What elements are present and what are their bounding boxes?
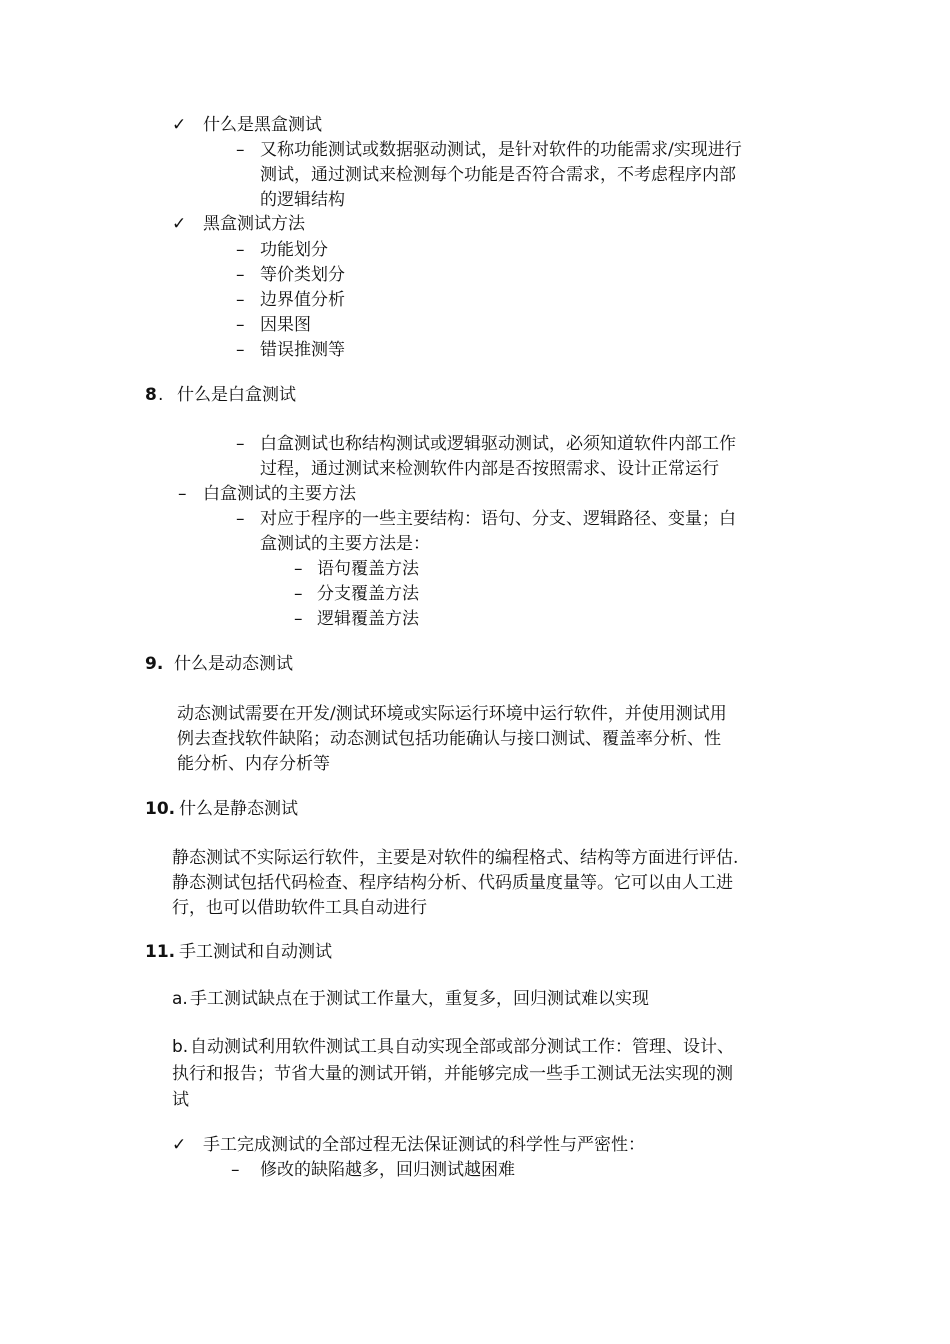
- black-box-method-item: 功能划分: [260, 240, 328, 260]
- static-test-body-line: 静态测试不实际运行软件，主要是对软件的编程格式、结构等方面进行评估.: [172, 848, 739, 868]
- static-test-body-line: 静态测试包括代码检查、程序结构分析、代码质量度量等。它可以由人工进: [172, 873, 733, 893]
- check-mark-icon: ✓: [172, 115, 187, 135]
- white-box-desc-line: 过程，通过测试来检测软件内部是否按照需求、设计正常运行: [260, 459, 719, 479]
- section-11-title: 手工测试和自动测试: [179, 942, 332, 962]
- dash-bullet-icon: –: [294, 584, 303, 604]
- black-box-method-item: 因果图: [260, 315, 311, 335]
- dynamic-test-body-line: 能分析、内存分析等: [177, 754, 330, 774]
- check-mark-icon: ✓: [172, 1135, 187, 1155]
- check-mark-icon: ✓: [172, 214, 187, 234]
- dash-bullet-icon: –: [236, 290, 245, 310]
- dash-bullet-icon: –: [236, 315, 245, 335]
- item-b-text-line: 自动测试利用软件测试工具自动实现全部或部分测试工作：管理、设计、: [190, 1037, 734, 1057]
- white-box-method-item: 分支覆盖方法: [317, 584, 419, 604]
- white-box-methods-title: 白盒测试的主要方法: [203, 484, 356, 504]
- item-b-label: b.: [172, 1037, 189, 1057]
- dash-bullet-icon: –: [236, 265, 245, 285]
- section-number: 11.: [145, 942, 176, 962]
- item-a-label: a.: [172, 989, 188, 1009]
- dash-bullet-icon: –: [236, 509, 245, 529]
- black-box-method-item: 等价类划分: [260, 265, 345, 285]
- section-number-dot: .: [158, 385, 164, 405]
- black-box-desc-line: 的逻辑结构: [260, 190, 345, 210]
- manual-test-point-sub: 修改的缺陷越多，回归测试越困难: [260, 1160, 515, 1180]
- section-9-title: 什么是动态测试: [174, 654, 293, 674]
- dash-bullet-icon: –: [236, 434, 245, 454]
- section-8-title: 什么是白盒测试: [177, 385, 296, 405]
- black-box-method-item: 错误推测等: [260, 340, 345, 360]
- black-box-method-item: 边界值分析: [260, 290, 345, 310]
- section-10-title: 什么是静态测试: [179, 799, 298, 819]
- static-test-body-line: 行，也可以借助软件工具自动进行: [172, 898, 427, 918]
- section-number: 8: [145, 385, 157, 405]
- white-box-desc-line: 白盒测试也称结构测试或逻辑驱动测试，必须知道软件内部工作: [260, 434, 736, 454]
- black-box-question-title: 什么是黑盒测试: [203, 115, 322, 135]
- dynamic-test-body-line: 例去查找软件缺陷；动态测试包括功能确认与接口测试、覆盖率分析、性: [177, 729, 721, 749]
- dash-bullet-icon: –: [294, 559, 303, 579]
- white-box-methods-desc-line: 盒测试的主要方法是：: [260, 534, 430, 554]
- section-number: 10.: [145, 799, 176, 819]
- black-box-methods-title: 黑盒测试方法: [203, 214, 305, 234]
- item-b-text-line: 执行和报告；节省大量的测试开销，并能够完成一些手工测试无法实现的测: [172, 1064, 733, 1084]
- white-box-method-item: 逻辑覆盖方法: [317, 609, 419, 629]
- item-b-text-line: 试: [172, 1090, 189, 1110]
- black-box-desc-line: 又称功能测试或数据驱动测试，是针对软件的功能需求/实现进行: [260, 140, 742, 160]
- dash-bullet-icon: –: [294, 609, 303, 629]
- manual-test-point-title: 手工完成测试的全部过程无法保证测试的科学性与严密性：: [203, 1135, 645, 1155]
- white-box-methods-desc-line: 对应于程序的一些主要结构：语句、分支、逻辑路径、变量；白: [260, 509, 736, 529]
- dash-bullet-icon: –: [236, 240, 245, 260]
- white-box-method-item: 语句覆盖方法: [317, 559, 419, 579]
- black-box-desc-line: 测试，通过测试来检测每个功能是否符合需求，不考虑程序内部: [260, 165, 736, 185]
- item-a-text: 手工测试缺点在于测试工作量大，重复多，回归测试难以实现: [190, 989, 649, 1009]
- dash-bullet-icon: –: [231, 1160, 240, 1180]
- dash-bullet-icon: –: [178, 484, 187, 504]
- dash-bullet-icon: –: [236, 340, 245, 360]
- section-number: 9.: [145, 654, 164, 674]
- dash-bullet-icon: –: [236, 140, 245, 160]
- dynamic-test-body-line: 动态测试需要在开发/测试环境或实际运行环境中运行软件，并使用测试用: [177, 704, 727, 724]
